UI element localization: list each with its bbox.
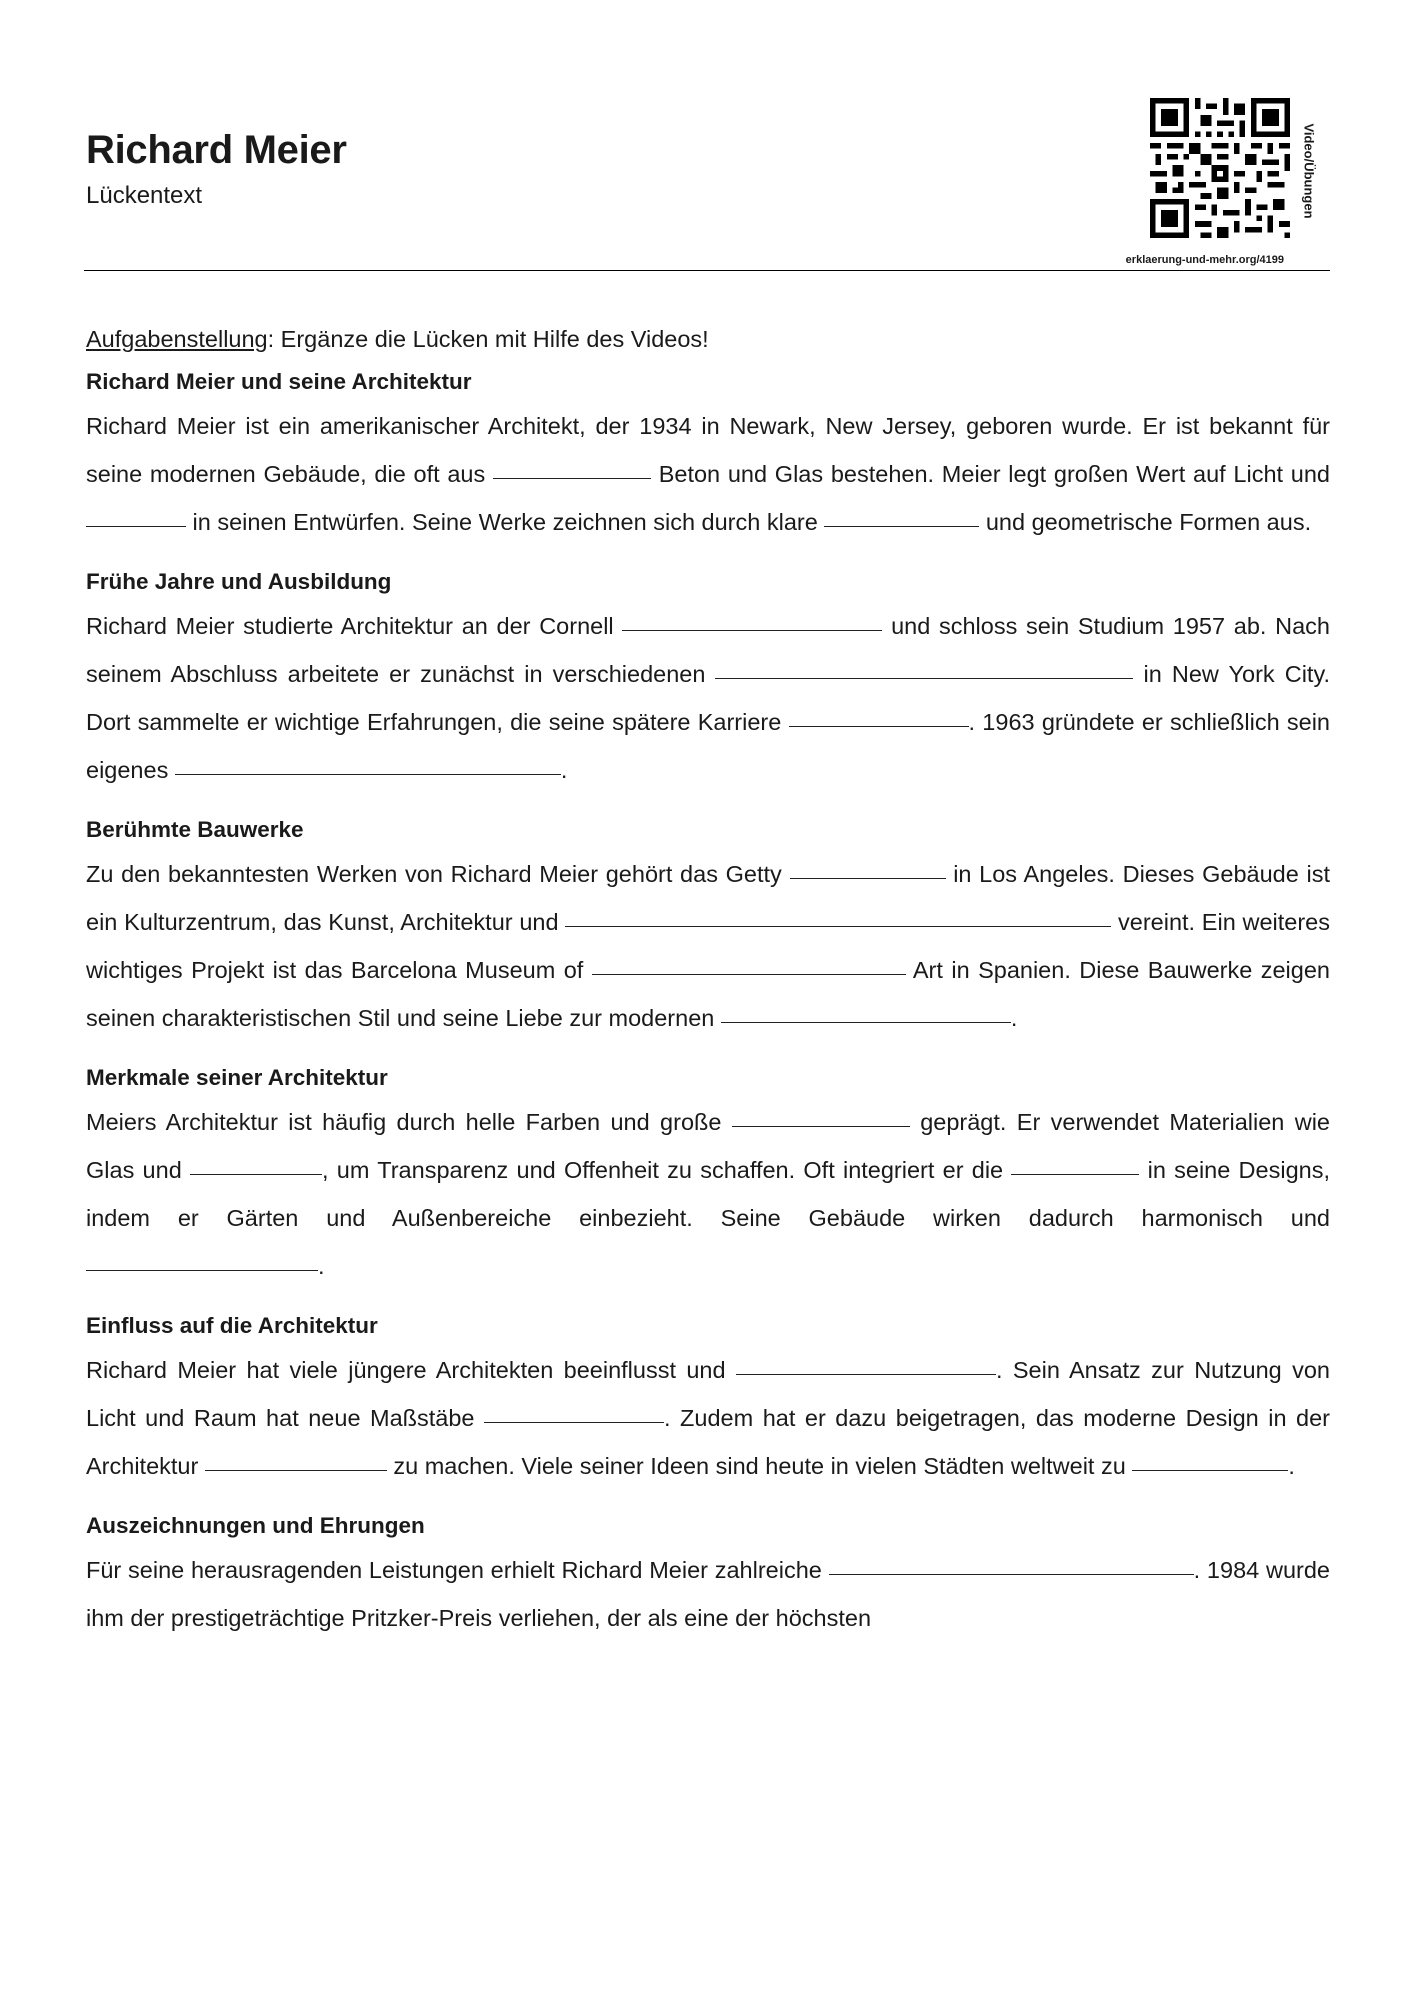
blank-field[interactable]	[86, 1269, 318, 1271]
qr-code-icon[interactable]	[1150, 98, 1290, 238]
section-paragraph: Für seine herausragenden Leistungen erhielt Richard Meier zahlreiche . 1984 wurde ihm der prestigeträchtige Pritzker-Preis verliehen, der als eine der höchsten	[86, 1557, 1330, 1631]
header-divider	[84, 270, 1330, 271]
blank-field[interactable]	[175, 773, 561, 775]
section-early-years	[86, 562, 1330, 794]
blank-field[interactable]	[732, 1125, 910, 1127]
blank-field[interactable]	[829, 1573, 1194, 1575]
page-subtitle: Lückentext	[86, 182, 203, 209]
source-url[interactable]: erklaerung-und-mehr.org/4199	[1125, 254, 1284, 266]
blank-field[interactable]	[484, 1421, 664, 1423]
blank-field[interactable]	[1011, 1173, 1139, 1175]
section-paragraph: Richard Meier studierte Architektur an der Cornell und schloss sein Studium 1957 ab. Nach seinem Abschluss arbeitete er zunächst in verschiedenen in New York City. Dort sammelte er wichtige Erfahrungen, die seine spätere Karriere . 1963 gründete er schließlich sein eigenes .	[86, 613, 1331, 783]
blank-field[interactable]	[592, 973, 906, 975]
section-paragraph: Richard Meier ist ein amerikanischer Architekt, der 1934 in Newark, New Jersey, geboren wurde. Er ist bekannt für seine modernen Gebäude, die oft aus Beton und Glas bestehen. Meier legt großen Wert auf Licht und in seinen Entwürfen. Seine Werke zeichnen sich durch klare und geometrische Formen aus.	[86, 413, 1330, 535]
blank-field[interactable]	[824, 525, 979, 527]
section-heading: Auszeichnungen und Ehrungen	[86, 1513, 425, 1538]
worksheet-content	[86, 320, 1330, 1658]
task-text: : Ergänze die Lücken mit Hilfe des Videos!	[267, 326, 709, 352]
video-exercises-label: Video/Übungen	[1301, 123, 1317, 219]
blank-field[interactable]	[622, 629, 882, 631]
blank-field[interactable]	[565, 925, 1111, 927]
blank-field[interactable]	[715, 677, 1133, 679]
task-label: Aufgabenstellung	[86, 326, 268, 352]
page-title: Richard Meier	[86, 128, 347, 172]
blank-field[interactable]	[790, 877, 946, 879]
task-instruction	[86, 320, 1330, 358]
section-heading: Richard Meier und seine Architektur	[86, 369, 472, 394]
section-meier-architecture	[86, 362, 1330, 546]
blank-field[interactable]	[205, 1469, 387, 1471]
section-influence	[86, 1306, 1330, 1490]
section-paragraph: Zu den bekanntesten Werken von Richard Meier gehört das Getty in Los Angeles. Dieses Gebäude ist ein Kulturzentrum, das Kunst, Architektur und vereint. Ein weiteres wichtiges Projekt ist das Barcelona Museum of Art in Spanien. Diese Bauwerke zeigen seinen charakteristischen Stil und seine Liebe zur modernen .	[86, 861, 1331, 1031]
section-heading: Berühmte Bauwerke	[86, 817, 304, 842]
blank-field[interactable]	[736, 1373, 996, 1375]
section-famous-buildings	[86, 810, 1330, 1042]
section-heading: Einfluss auf die Architektur	[86, 1313, 378, 1338]
section-heading: Merkmale seiner Architektur	[86, 1065, 388, 1090]
blank-field[interactable]	[493, 477, 651, 479]
blank-field[interactable]	[190, 1173, 322, 1175]
section-heading: Frühe Jahre und Ausbildung	[86, 569, 392, 594]
blank-field[interactable]	[789, 725, 969, 727]
blank-field[interactable]	[721, 1021, 1011, 1023]
section-paragraph: Richard Meier hat viele jüngere Architekten beeinflusst und . Sein Ansatz zur Nutzung von Licht und Raum hat neue Maßstäbe . Zudem hat er dazu beigetragen, das moderne Design in der Architektur zu machen. Viele seiner Ideen sind heute in vielen Städten weltweit zu .	[86, 1357, 1330, 1479]
section-architecture-features	[86, 1058, 1330, 1290]
section-awards	[86, 1506, 1330, 1642]
blank-field[interactable]	[1132, 1469, 1288, 1471]
section-paragraph: Meiers Architektur ist häufig durch helle Farben und große geprägt. Er verwendet Materialien wie Glas und , um Transparenz und Offenheit zu schaffen. Oft integriert er die in seine Designs, indem er Gärten und Außenbereiche einbezieht. Seine Gebäude wirken dadurch harmonisch und .	[86, 1109, 1330, 1279]
blank-field[interactable]	[86, 525, 186, 527]
